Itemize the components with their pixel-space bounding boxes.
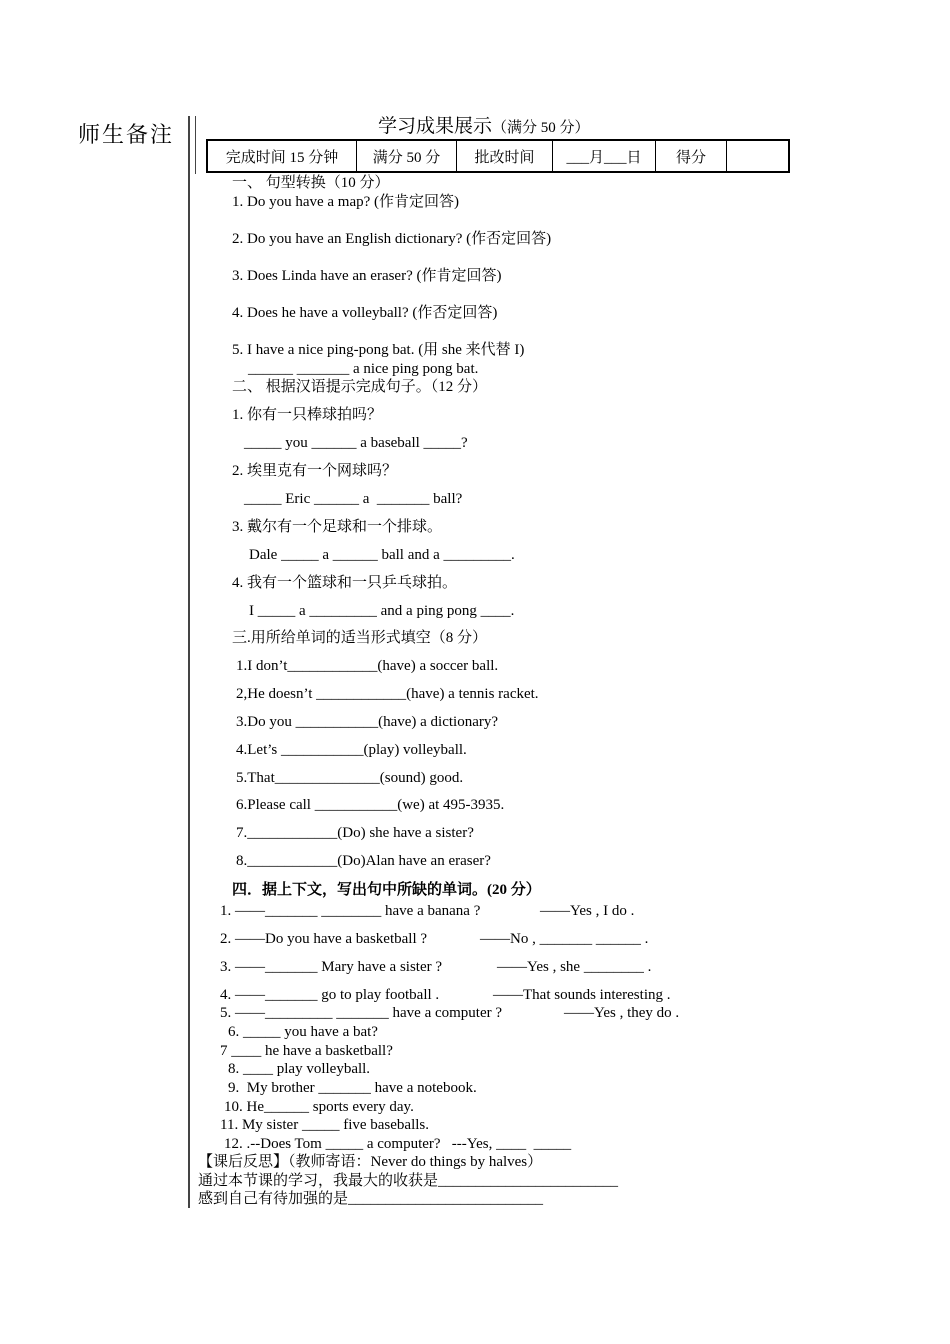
section1-item: 4. Does he have a volleyball? (作否定回答) (232, 305, 498, 321)
section4-answer: ——Yes , I do . (540, 903, 635, 919)
title-note: （满分 50 分） (492, 120, 590, 136)
info-date: ___月___日 (553, 140, 656, 172)
section4-question: 3. ——_______ Mary have a sister ? (220, 959, 443, 975)
section4-answer: ——Yes , she ________ . (497, 959, 652, 975)
info-score-label: 得分 (656, 140, 727, 172)
title-text: 学习成果展示 (378, 116, 493, 137)
reflection-improve-line: 感到自己有待加强的是__________________________ (198, 1191, 544, 1207)
section3-heading: 三.用所给单词的适当形式填空（8 分） (232, 630, 488, 646)
section4-item: 7 ____ he have a basketball? (220, 1043, 393, 1059)
section4-answer: ——Yes , they do . (564, 1005, 680, 1021)
section4-item: 11. My sister _____ five baseballs. (220, 1117, 429, 1133)
section2-prompt: 3. 戴尔有一个足球和一个排球。 (232, 519, 443, 535)
section4-question: 1. ——_______ ________ have a banana ? (220, 903, 481, 919)
section4-answer: ——That sounds interesting . (493, 987, 671, 1003)
section2-sentence: Dale _____ a ______ ball and a _________. (249, 547, 515, 563)
section3-item: 5.That______________(sound) good. (236, 770, 464, 786)
section4-item: 8. ____ play volleyball. (228, 1061, 371, 1077)
info-time-limit: 完成时间 15 分钟 (207, 140, 357, 172)
info-full-score: 满分 50 分 (357, 140, 457, 172)
section1-item: 1. Do you have a map? (作肯定回答) (232, 194, 460, 210)
section4-heading: 四．据上下文，写出句中所缺的单词。(20 分） (232, 882, 541, 898)
margin-divider (188, 116, 190, 1208)
section4-item: 9. My brother _______ have a notebook. (228, 1080, 477, 1096)
section3-item: 2,He doesn’t ____________(have) a tennis racket. (236, 686, 539, 702)
info-score-value[interactable] (727, 140, 790, 172)
section3-item: 6.Please call ___________(we) at 495-3935. (236, 797, 505, 813)
info-grading-time: 批改时间 (457, 140, 553, 172)
section3-item: 4.Let’s ___________(play) volleyball. (236, 742, 467, 758)
section2-sentence: I _____ a _________ and a ping pong ____. (249, 603, 515, 619)
section4-item: 6. _____ you have a bat? (228, 1024, 378, 1040)
section1-item: 5. I have a nice ping-pong bat. (用 she 来代替 I) (232, 342, 525, 358)
page-title (378, 116, 590, 139)
reflection-heading: 【课后反思】（教师寄语：Never do things by halves） (198, 1154, 543, 1170)
section1-item: 2. Do you have an English dictionary? (作否定回答) (232, 231, 552, 247)
section4-question: 5. ——_________ _______ have a computer ? (220, 1005, 503, 1021)
section3-item: 1.I don’t____________(have) a soccer ball. (236, 658, 499, 674)
section1-item: 3. Does Linda have an eraser? (作肯定回答) (232, 268, 502, 284)
section3-item: 7.____________(Do) she have a sister? (236, 825, 474, 841)
section4-answer: ——No , _______ ______ . (480, 931, 649, 947)
section2-sentence: _____ you ______ a baseball _____? (244, 435, 468, 451)
section2-sentence: _____ Eric ______ a _______ ball? (244, 491, 463, 507)
section2-prompt: 4. 我有一个篮球和一只乒乓球拍。 (232, 575, 458, 591)
info-table (206, 139, 790, 173)
section4-question: 2. ——Do you have a basketball ? (220, 931, 428, 947)
section4-item: 12. .--Does Tom _____ a computer? ---Yes, ____ _____ (224, 1136, 572, 1152)
section2-heading: 二、 根据汉语提示完成句子。（12 分） (232, 379, 488, 395)
section2-prompt: 2. 埃里克有一个网球吗？ (232, 463, 398, 479)
section3-item: 3.Do you ___________(have) a dictionary? (236, 714, 499, 730)
reflection-gain-line: 通过本节课的学习，我最大的收获是________________________ (198, 1173, 619, 1189)
section2-prompt: 1. 你有一只棒球拍吗？ (232, 407, 383, 423)
section4-item: 10. He______ sports every day. (224, 1099, 414, 1115)
section1-heading: 一、 句型转换（10 分） (232, 175, 390, 191)
margin-note: 师生备注 (78, 123, 175, 148)
section1-answer-line: ______ _______ a nice ping pong bat. (248, 361, 479, 377)
margin-divider-inner (195, 116, 196, 174)
section3-item: 8.____________(Do)Alan have an eraser? (236, 853, 491, 869)
section4-question: 4. ——_______ go to play football . (220, 987, 440, 1003)
